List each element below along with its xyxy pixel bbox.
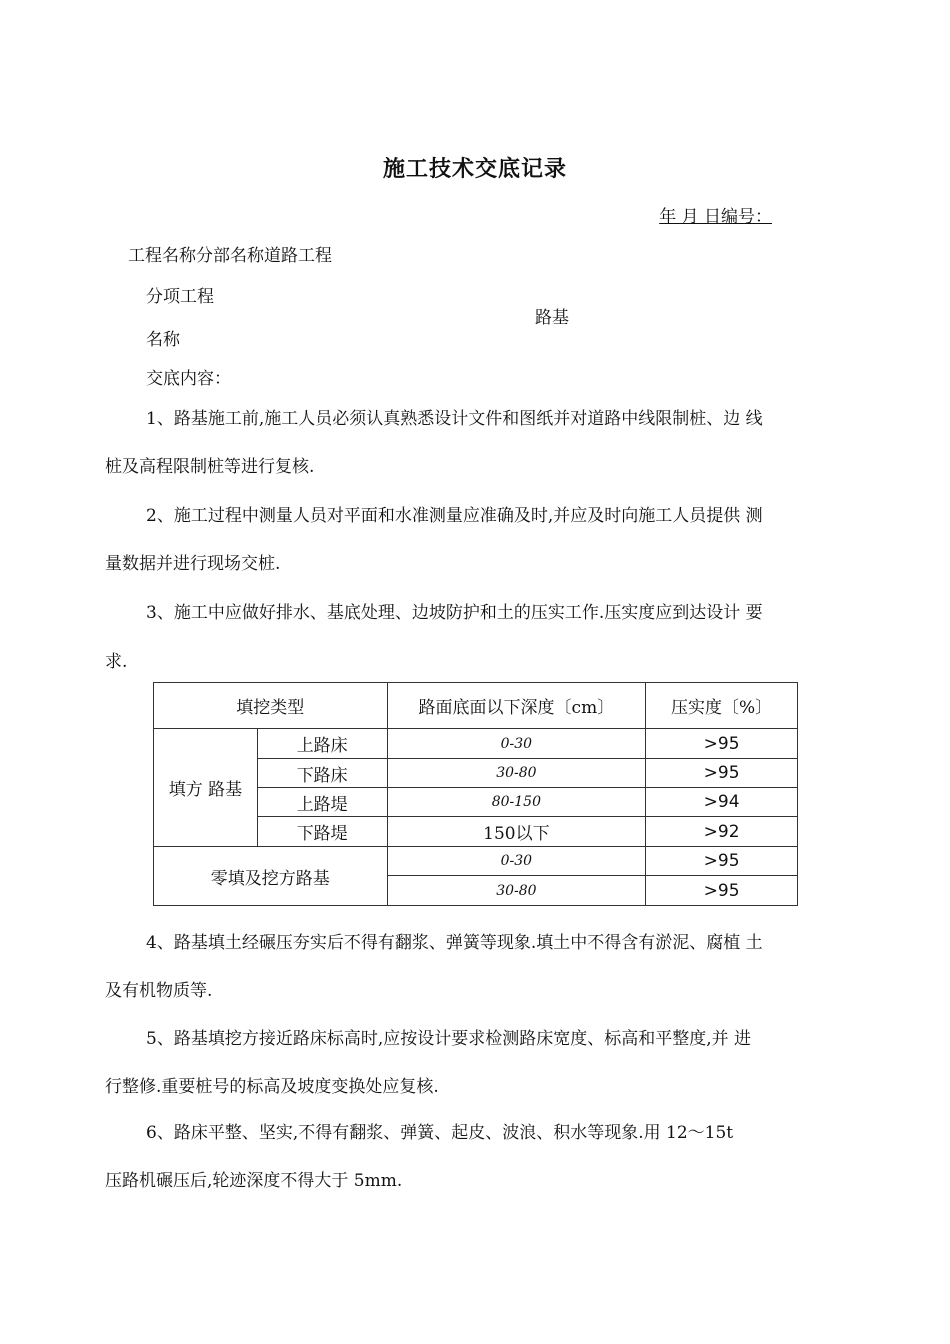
compaction-value: >95	[646, 759, 798, 788]
paragraph-6-line-2: 压路机碾压后,轮迹深度不得大于 5mm.	[105, 1171, 403, 1191]
date-number-line: 年 月 日编号：	[659, 207, 772, 227]
depth-value: 150以下	[387, 817, 646, 847]
paragraph-4-line-1: 4、路基填土经碾压夯实后不得有翻浆、弹簧等现象.填土中不得含有淤泥、腐植 土	[146, 933, 763, 953]
paragraph-2-line-1: 2、施工过程中测量人员对平面和水准测量应准确及时,并应及时向施工人员提供 测	[146, 506, 763, 526]
table-header-row	[154, 683, 798, 729]
paragraph-6-line-1: 6、路床平整、坚实,不得有翻浆、弹簧、起皮、波浪、积水等现象.用 12〜15t	[146, 1123, 734, 1143]
paragraph-2-line-2: 量数据并进行现场交桩.	[105, 554, 281, 574]
compaction-value: >95	[646, 729, 798, 759]
depth-value: 80-150	[387, 788, 646, 817]
content-label: 交底内容：	[146, 369, 231, 389]
depth-value: 0-30	[387, 847, 646, 876]
depth-value: 0-30	[387, 729, 646, 759]
header-compaction: 压实度〔%〕	[646, 683, 798, 729]
paragraph-1-line-1: 1、路基施工前,施工人员必须认真熟悉设计文件和图纸并对道路中线限制桩、边 线	[146, 409, 763, 429]
table-row	[154, 729, 798, 759]
header-depth: 路面底面以下深度〔cm〕	[387, 683, 646, 729]
fill-subgrade-group: 填方 路基	[154, 729, 258, 847]
compaction-value: >95	[646, 876, 798, 906]
paragraph-5-line-2: 行整修.重要桩号的标高及坡度变换处应复核.	[105, 1077, 439, 1097]
paragraph-5-line-1: 5、路基填挖方接近路床标高时,应按设计要求检测路床宽度、标高和平整度,并 进	[146, 1029, 752, 1049]
table-row	[154, 847, 798, 876]
sub-layer: 下路堤	[257, 817, 387, 847]
subitem-label-line2: 名称	[146, 330, 180, 350]
compaction-value: >94	[646, 788, 798, 817]
paragraph-1-line-2: 桩及高程限制桩等进行复核.	[105, 457, 315, 477]
header-fill-cut-type: 填挖类型	[154, 683, 388, 729]
sub-layer: 上路床	[257, 729, 387, 759]
sub-layer: 下路床	[257, 759, 387, 788]
cut-zero-fill-group: 零填及挖方路基	[154, 847, 388, 906]
subitem-value: 路基	[535, 308, 569, 328]
depth-value: 30-80	[387, 759, 646, 788]
paragraph-3-line-1: 3、施工中应做好排水、基底处理、边坡防护和土的压实工作.压实度应到达设计 要	[146, 603, 763, 623]
depth-value: 30-80	[387, 876, 646, 906]
sub-layer: 上路堤	[257, 788, 387, 817]
project-name-line: 工程名称分部名称道路工程	[128, 246, 332, 266]
compaction-value: >92	[646, 817, 798, 847]
compaction-table	[153, 682, 798, 906]
compaction-value: >95	[646, 847, 798, 876]
paragraph-4-line-2: 及有机物质等.	[105, 981, 213, 1001]
paragraph-3-line-2: 求.	[105, 652, 128, 672]
document-title: 施工技术交底记录	[382, 156, 567, 182]
subitem-label-line1: 分项工程	[146, 287, 214, 307]
